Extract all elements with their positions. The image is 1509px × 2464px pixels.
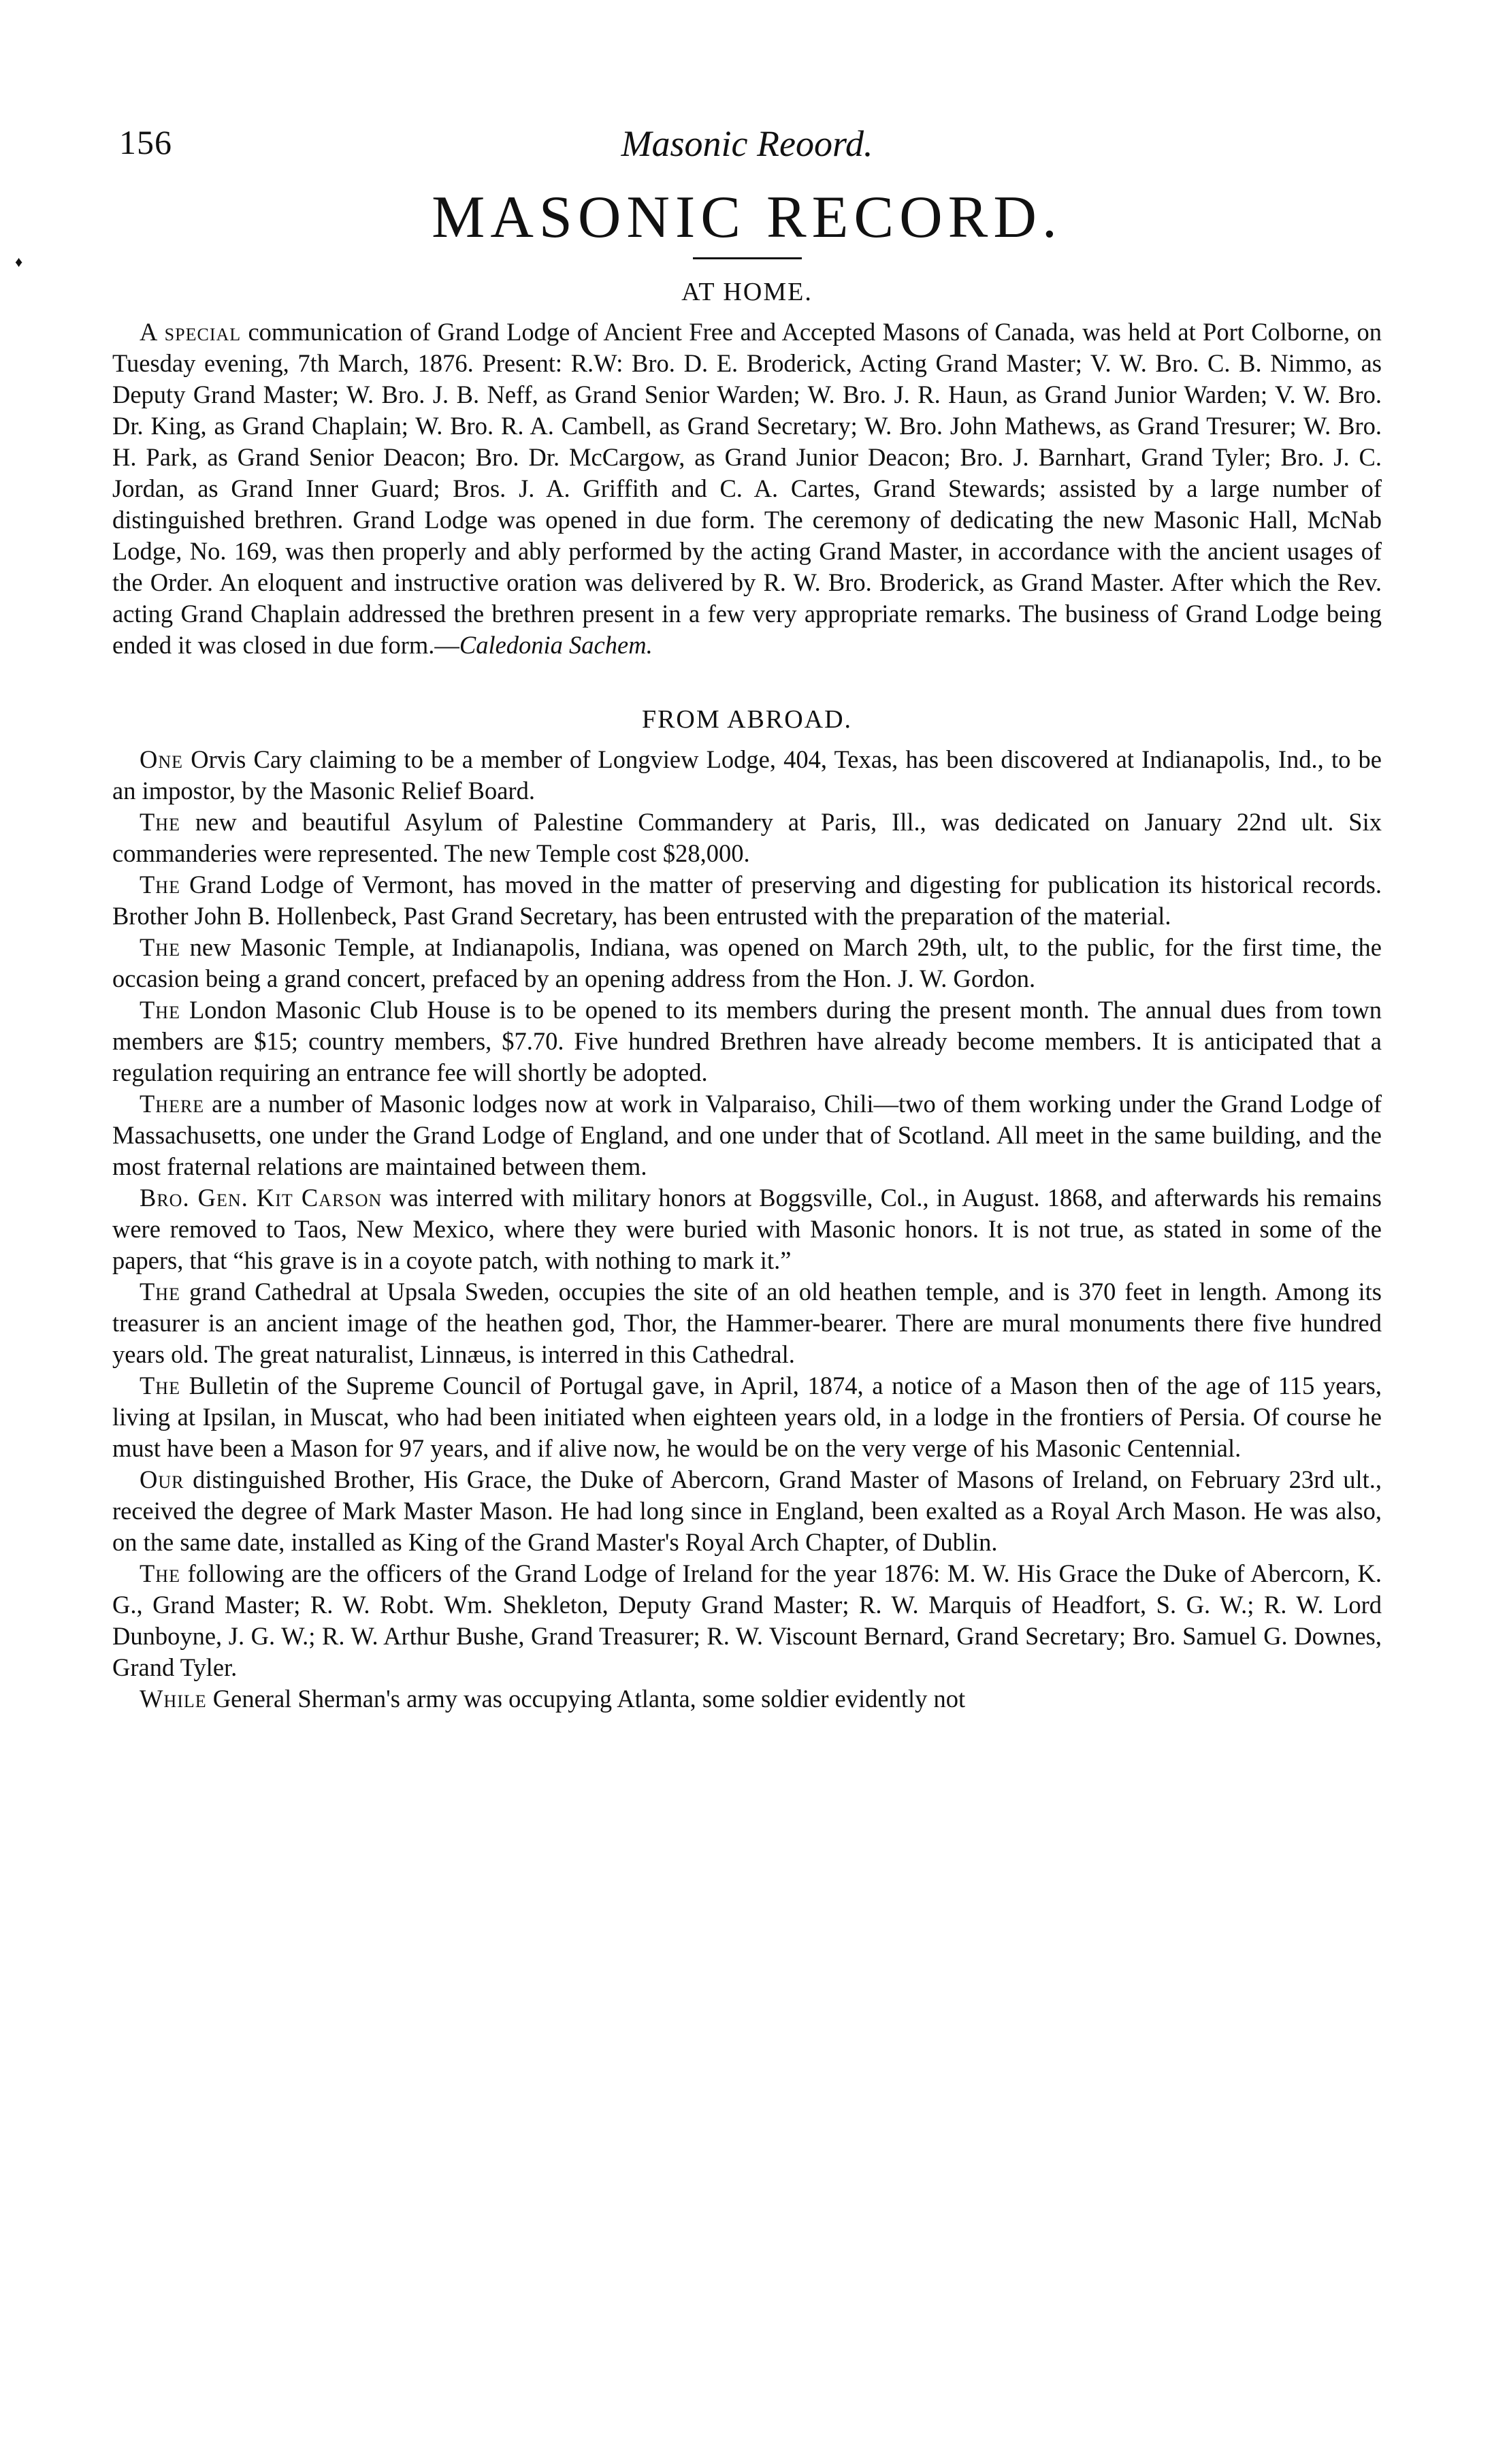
paragraph-text: Orvis Cary claiming to be a member of Longview Lodge, 404, Texas, has been discovered at Indianapolis, Ind., to be an impostor, by the Masonic Relief Board. xyxy=(112,745,1382,805)
stray-mark: ♦ xyxy=(15,253,23,270)
paragraph-lead: The xyxy=(140,996,180,1024)
masthead-title: MASONIC RECORD. xyxy=(432,184,1062,250)
paragraph-text: communication of Grand Lodge of Ancient Free and Accepted Masons of Canada, was held at Port Colborne, on Tuesday evening, 7th March, 1876. Present: R.W: Bro. D. E. Broderick, Acting Grand Master; V. W. Bro. C. B. Nimmo, as Deputy Grand Master; W. Bro. J. B. Neff, as Grand Senior Warden; W. Bro. J. R. Haun, as Grand Junior Warden; V. W. Bro. Dr. King, as Grand Chaplain; W. Bro. R. A. Cambell, as Grand Secretary; W. Bro. John Mathews, as Grand Tresurer; W. Bro. H. Park, as Grand Senior Deacon; Bro. Dr. McCargow, as Grand Junior Deacon; Bro. J. Barnhart, Grand Tyler; Bro. J. C. Jordan, as Grand Inner Guard; Bros. J. A. Griffith and C. A. Cartes, Grand Stewards; assisted by a large number of distinguished brethren. Grand Lodge was opened in due form. The ceremony of dedicating the new Masonic Hall, McNab Lodge, No. 169, was then properly and ably performed by the acting Grand Master, in accordance with the ancient usages of the Order. An eloquent and instructive oration was delivered by R. W. Bro. Broderick, as Grand Master. After which the Rev. acting Grand Chaplain addressed the brethren present in a few very appropriate remarks. The business of Grand Lodge being ended it was closed in due form.— xyxy=(112,318,1382,659)
paragraph xyxy=(112,807,1382,869)
page-number: 156 xyxy=(119,123,172,161)
title-rule xyxy=(693,257,802,259)
paragraph-text: London Masonic Club House is to be opened to its members during the present month. The annual dues from town members are $15; country members, $7.70. Five hundred Brethren have already become members. It is anticipated that a regulation requiring an entrance fee will shortly be adopted. xyxy=(112,996,1382,1086)
paragraph-lead: There xyxy=(140,1090,205,1118)
paragraph-lead: The xyxy=(140,1559,180,1587)
paragraph-lead: A special xyxy=(140,318,242,346)
running-title: Masonic Reoord. xyxy=(621,123,873,164)
paragraph-lead: The xyxy=(140,871,180,898)
paragraph-text: grand Cathedral at Upsala Sweden, occupies the site of an old heathen temple, and is 370 feet in length. Among its treasurer is an ancient image of the heathen god, Thor, the Hammer-bearer. There are mural monuments there five hundred years old. The great naturalist, Linnæus, is interred in this Cathedral. xyxy=(112,1278,1382,1368)
paragraph-text: following are the officers of the Grand Lodge of Ireland for the year 1876: M. W. His Grace the Duke of Abercorn, K. G., Grand Master; R. W. Robt. Wm. Shekleton, Deputy Grand Master; R. W. Marquis of Headfort, S. G. W.; R. W. Lord Dunboyne, J. G. W.; R. W. Arthur Bushe, Grand Treasurer; R. W. Viscount Bernard, Grand Secretary; Bro. Samuel G. Downes, Grand Tyler. xyxy=(112,1559,1382,1681)
paragraph xyxy=(112,1558,1382,1683)
paragraph-lead: Our xyxy=(140,1465,184,1493)
paragraph-text: distinguished Brother, His Grace, the Duke of Abercorn, Grand Master of Masons of Ireland, on February 23rd ult., received the degree of Mark Master Mason. He had long since in England, been exalted as a Royal Arch Mason. He was also, on the same date, installed as King of the Grand Master's Royal Arch Chapter, of Dublin. xyxy=(112,1465,1382,1556)
paragraph xyxy=(112,317,1382,661)
paragraph-lead: The xyxy=(140,1372,180,1399)
paragraph-text: new and beautiful Asylum of Palestine Commandery at Paris, Ill., was dedicated on January 22nd ult. Six commanderies were represented. The new Temple cost $28,000. xyxy=(112,808,1382,867)
paragraph xyxy=(112,932,1382,994)
paragraph-lead: The xyxy=(140,808,180,836)
paragraph xyxy=(112,1088,1382,1182)
paragraph-lead: While xyxy=(140,1685,207,1713)
paragraph-lead: Bro. Gen. Kit Carson xyxy=(140,1184,383,1212)
paragraph-lead: The xyxy=(140,1278,180,1306)
paragraph-text: are a number of Masonic lodges now at work in Valparaiso, Chili—two of them working under the Grand Lodge of Massachusetts, one under the Grand Lodge of England, and one under that of Scotland. All meet in the same building, and the most fraternal relations are maintained between them. xyxy=(112,1090,1382,1180)
paragraph-text: General Sherman's army was occupying Atlanta, some soldier evidently not xyxy=(206,1685,966,1713)
paragraph xyxy=(112,869,1382,932)
page xyxy=(112,123,1382,1715)
paragraph-lead: One xyxy=(140,745,184,773)
source-citation: Caledonia Sachem. xyxy=(459,631,653,659)
paragraph xyxy=(112,1464,1382,1558)
paragraph xyxy=(112,1370,1382,1464)
paragraph-text: Grand Lodge of Vermont, has moved in the matter of preserving and digesting for publication its historical records. Brother John B. Hollenbeck, Past Grand Secretary, has been entrusted with the preparation of the material. xyxy=(112,871,1382,930)
section-heading-at-home: AT HOME. xyxy=(681,278,813,306)
running-head xyxy=(112,123,1382,176)
paragraph xyxy=(112,1276,1382,1370)
section-heading-from-abroad: FROM ABROAD. xyxy=(641,705,853,734)
paragraph xyxy=(112,1182,1382,1276)
paragraph xyxy=(112,1683,1382,1715)
paragraph-text: was interred with military honors at Boggsville, Col., in August. 1868, and afterwards his remains were removed to Taos, New Mexico, where they were buried with Masonic honors. It is not true, as stated in some of the papers, that “his grave is in a coyote patch, with nothing to mark it.” xyxy=(112,1184,1382,1274)
paragraph xyxy=(112,994,1382,1088)
paragraph-lead: The xyxy=(140,933,180,961)
paragraph-text: new Masonic Temple, at Indianapolis, Indiana, was opened on March 29th, ult, to the public, for the first time, the occasion being a grand concert, prefaced by an opening address from the Hon. J. W. Gordon. xyxy=(112,933,1382,992)
paragraph-text: Bulletin of the Supreme Council of Portugal gave, in April, 1874, a notice of a Mason then of the age of 115 years, living at Ipsilan, in Muscat, who had been initiated when eighteen years old, in a lodge in the frontiers of Persia. Of course he must have been a Mason for 97 years, and if alive now, he would be on the very verge of his Masonic Centennial. xyxy=(112,1372,1382,1462)
paragraph xyxy=(112,744,1382,807)
